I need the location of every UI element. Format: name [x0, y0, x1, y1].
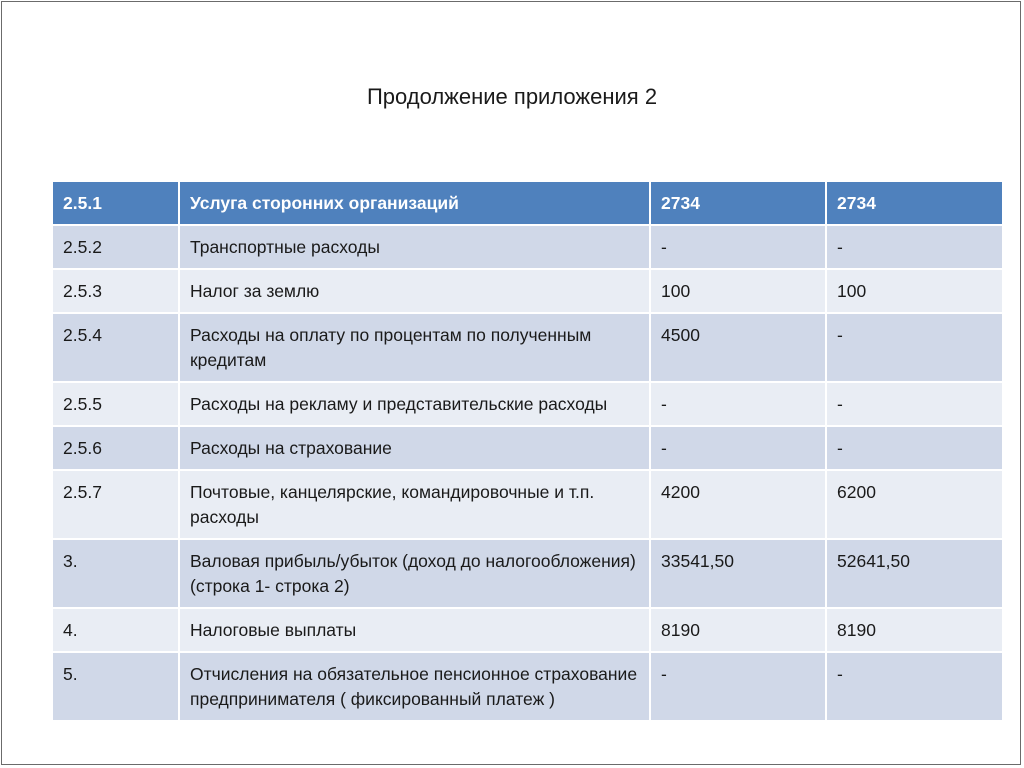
- cell-name: Отчисления на обязательное пенсионное страхование предпринимателя ( фиксированный платеж ): [179, 652, 650, 721]
- cell-code: 2.5.4: [52, 313, 179, 382]
- cell-value-1: 33541,50: [650, 539, 826, 608]
- cell-value-2: -: [826, 382, 1003, 426]
- cell-code: 5.: [52, 652, 179, 721]
- cell-name: Транспортные расходы: [179, 225, 650, 269]
- cell-code: 3.: [52, 539, 179, 608]
- cell-value-1: 100: [650, 269, 826, 313]
- cell-value-2: 6200: [826, 470, 1003, 539]
- table-row: [52, 539, 1003, 608]
- cell-value-2: 8190: [826, 608, 1003, 652]
- cell-value-1: -: [650, 382, 826, 426]
- cell-name: Налоговые выплаты: [179, 608, 650, 652]
- table-row: [52, 426, 1003, 470]
- cell-value-2: -: [826, 652, 1003, 721]
- table-row: [52, 470, 1003, 539]
- cell-code: 2.5.2: [52, 225, 179, 269]
- cell-value-1: -: [650, 426, 826, 470]
- cell-name: Расходы на оплату по процентам по полученным кредитам: [179, 313, 650, 382]
- cell-code: 4.: [52, 608, 179, 652]
- cell-value-2: 2734: [826, 181, 1003, 225]
- cell-code: 2.5.7: [52, 470, 179, 539]
- table-row: [52, 608, 1003, 652]
- cell-value-2: -: [826, 313, 1003, 382]
- data-table: [51, 180, 1004, 722]
- table-row: [52, 652, 1003, 721]
- cell-value-2: 52641,50: [826, 539, 1003, 608]
- cell-name: Валовая прибыль/убыток (доход до налогообложения) (строка 1- строка 2): [179, 539, 650, 608]
- cell-name: Расходы на страхование: [179, 426, 650, 470]
- slide: [1, 1, 1021, 765]
- cell-code: 2.5.6: [52, 426, 179, 470]
- cell-code: 2.5.5: [52, 382, 179, 426]
- cell-code: 2.5.1: [52, 181, 179, 225]
- cell-name: Расходы на рекламу и представительские расходы: [179, 382, 650, 426]
- cell-value-1: -: [650, 225, 826, 269]
- table-header-row: [52, 181, 1003, 225]
- cell-value-2: -: [826, 426, 1003, 470]
- page-title: Продолжение приложения 2: [366, 84, 658, 109]
- cell-value-1: 4500: [650, 313, 826, 382]
- cell-value-1: 4200: [650, 470, 826, 539]
- cell-value-1: 8190: [650, 608, 826, 652]
- cell-value-1: 2734: [650, 181, 826, 225]
- table-row: [52, 382, 1003, 426]
- table-row: [52, 313, 1003, 382]
- cell-code: 2.5.3: [52, 269, 179, 313]
- cell-value-2: -: [826, 225, 1003, 269]
- table-row: [52, 269, 1003, 313]
- table-row: [52, 225, 1003, 269]
- cell-name: Налог за землю: [179, 269, 650, 313]
- cell-value-1: -: [650, 652, 826, 721]
- cell-name: Услуга сторонних организаций: [179, 181, 650, 225]
- cell-value-2: 100: [826, 269, 1003, 313]
- cell-name: Почтовые, канцелярские, командировочные и т.п. расходы: [179, 470, 650, 539]
